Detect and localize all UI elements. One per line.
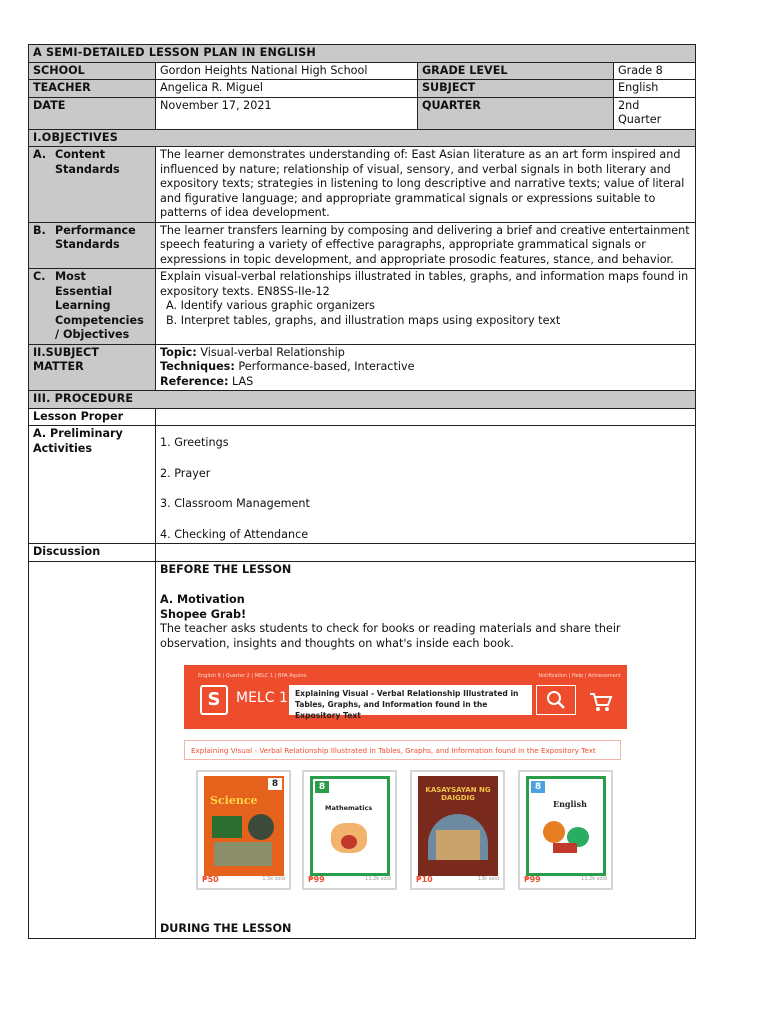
book-sold: 1.5k sold	[262, 875, 285, 882]
letter-a: A.	[33, 148, 47, 161]
book-title: Mathematics	[325, 804, 373, 812]
document-title: A SEMI-DETAILED LESSON PLAN IN ENGLISH	[29, 45, 696, 63]
school-row	[29, 62, 696, 80]
shopee-banner	[184, 665, 627, 729]
techniques-line	[160, 360, 691, 375]
objectives-heading-row	[29, 129, 696, 147]
book-price: ₱10	[416, 874, 433, 884]
performance-standards-label	[29, 222, 156, 269]
teacher-row	[29, 80, 696, 98]
subject-matter-label	[29, 344, 156, 391]
lesson-proper-row	[29, 408, 696, 426]
subject-matter-label-1: II.SUBJECT	[33, 345, 99, 359]
content-standards-text: The learner demonstrates understanding of: East Asian literature as an art form inspired and influenced by nature; relationship of visual, sensory, and verbal signals in both literary and expository texts; strategies in listening to long descriptive and narrative texts; value of literal and figurative language; and appropriate grammatical signals or expressions suitable to patterns of idea development.	[156, 147, 696, 223]
lesson-body-empty	[29, 561, 156, 938]
book-card	[302, 770, 397, 890]
lesson-proper-label: Lesson Proper	[29, 408, 156, 426]
performance-standards-row	[29, 222, 696, 269]
book-title: Science	[210, 794, 258, 807]
search-button	[536, 685, 576, 715]
preliminary-label-2: Activities	[33, 441, 93, 455]
discussion-empty	[156, 544, 696, 562]
procedure-heading: III. PROCEDURE	[29, 391, 696, 409]
discussion-label: Discussion	[29, 544, 156, 562]
cart-icon	[589, 692, 613, 712]
subject-value: English	[614, 80, 696, 98]
book-sold: 11.2k sold	[581, 875, 607, 882]
subject-label: SUBJECT	[418, 80, 614, 98]
grade-level-value: Grade 8	[614, 62, 696, 80]
competencies-row	[29, 269, 696, 345]
math-book-cover	[310, 776, 390, 876]
kasaysayan-book-cover	[418, 776, 498, 876]
topic-line	[160, 346, 691, 361]
quarter-label: QUARTER	[418, 97, 614, 129]
preliminary-row	[29, 426, 696, 544]
teacher-value: Angelica R. Miguel	[156, 80, 418, 98]
book-price: ₱50	[202, 874, 219, 884]
preliminary-label	[29, 426, 156, 544]
date-row	[29, 97, 696, 129]
content-standards-row	[29, 147, 696, 223]
book-card	[410, 770, 505, 890]
book-title: KASAYSAYAN NG DAIGDIG	[425, 786, 491, 802]
science-book-cover	[204, 776, 284, 876]
procedure-heading-row	[29, 391, 696, 409]
lesson-plan-document	[28, 44, 695, 939]
during-lesson-heading: DURING THE LESSON	[160, 922, 292, 935]
discussion-row	[29, 544, 696, 562]
activity-item: 4. Checking of Attendance	[160, 527, 309, 541]
objectives-heading: I.OBJECTIVES	[29, 129, 696, 147]
search-box: Explaining Visual - Verbal Relationship Illustrated in Tables, Graphs, and Information found in the Expository Text	[289, 685, 532, 715]
competency-statement: Explain visual-verbal relationships illustrated in tables, graphs, and information maps found in expository texts. EN8SS-IIe-12	[160, 270, 689, 298]
shopee-bag-icon: S	[200, 685, 228, 715]
book-sold: 13k sold	[477, 875, 499, 882]
shopee-image	[184, 665, 627, 925]
competency-item-b: B. Interpret tables, graphs, and illustration maps using expository text	[166, 313, 561, 327]
school-value: Gordon Heights National High School	[156, 62, 418, 80]
competencies-label	[29, 269, 156, 345]
banner-topline: English 8 | Quarter 2 | MELC 1 | BPA Aquino	[198, 673, 307, 679]
subject-matter-label-2: MATTER	[33, 360, 84, 373]
activity-item: 3. Classroom Management	[160, 497, 310, 510]
grade-badge: 8	[531, 781, 545, 793]
competencies-label-5: / Objectives	[55, 328, 130, 341]
book-card	[518, 770, 613, 890]
subject-matter-content	[156, 344, 696, 391]
performance-label-1: Performance	[55, 223, 136, 237]
preliminary-activities	[156, 426, 696, 544]
search-icon	[545, 690, 567, 710]
date-value: November 17, 2021	[156, 97, 418, 129]
preliminary-label-1: A. Preliminary	[33, 427, 123, 440]
letter-b: B.	[33, 223, 46, 237]
motivation-heading: A. Motivation	[160, 593, 245, 606]
competencies-text	[156, 269, 696, 345]
book-price: ₱99	[308, 874, 325, 884]
book-title: English	[553, 799, 587, 809]
content-standards-label	[29, 147, 156, 223]
search-result-bar: Explaining Visual - Verbal Relationship Illustrated in Tables, Graphs, and Information found in the Expository Text	[184, 740, 621, 760]
book-card	[196, 770, 291, 890]
content-label-1: Content	[55, 148, 106, 161]
letter-c: C.	[33, 270, 46, 283]
activity-description: The teacher asks students to check for books or reading materials and share their observation, insights and thoughts on what's inside each book.	[160, 622, 621, 650]
competencies-label-3: Learning	[55, 299, 111, 312]
banner-notifications: Notification | Help | Achievement	[538, 673, 621, 679]
performance-standards-text: The learner transfers learning by composing and delivering a brief and creative entertainment speech featuring a variety of effective paragraphs, appropriate grammatical signals or expressions in topic development, and appropriate prosodic features, stance, and behavior.	[156, 222, 696, 269]
competencies-label-2: Essential	[55, 284, 113, 298]
melc-label: MELC 1	[236, 690, 288, 706]
title-row	[29, 45, 696, 63]
book-sold: 11.2k sold	[365, 875, 391, 882]
lesson-body-row	[29, 561, 696, 938]
topic-value: Visual-verbal Relationship	[196, 345, 345, 359]
lesson-body	[156, 561, 696, 938]
activity-item: 2. Prayer	[160, 466, 211, 480]
performance-label-2: Standards	[55, 238, 120, 251]
grade-badge: 8	[268, 778, 282, 790]
english-book-cover	[526, 776, 606, 876]
reference-line	[160, 375, 691, 390]
quarter-line-2: Quarter	[618, 113, 662, 126]
topic-label: Topic:	[160, 345, 197, 359]
reference-value: LAS	[228, 374, 254, 388]
grade-badge: 8	[315, 781, 329, 793]
book-price: ₱99	[524, 874, 541, 884]
competency-item-a: A. Identify various graphic organizers	[166, 299, 376, 312]
before-lesson-heading: BEFORE THE LESSON	[160, 562, 292, 576]
reference-label: Reference:	[160, 374, 229, 388]
techniques-value: Performance-based, Interactive	[234, 360, 415, 373]
competencies-label-4: Competencies	[55, 313, 144, 327]
quarter-line-1: 2nd	[618, 98, 640, 112]
activity-name: Shopee Grab!	[160, 607, 247, 621]
teacher-label: TEACHER	[29, 80, 156, 98]
grade-level-label: GRADE LEVEL	[418, 62, 614, 80]
content-label-2: Standards	[55, 162, 120, 176]
lesson-proper-empty	[156, 408, 696, 426]
school-label: SCHOOL	[29, 62, 156, 80]
subject-matter-row	[29, 344, 696, 391]
date-label: DATE	[29, 97, 156, 129]
lesson-plan-table	[28, 44, 696, 939]
competencies-label-1: Most	[55, 270, 86, 283]
activity-item: 1. Greetings	[160, 436, 229, 449]
techniques-label: Techniques:	[160, 360, 235, 373]
quarter-value	[614, 97, 696, 129]
